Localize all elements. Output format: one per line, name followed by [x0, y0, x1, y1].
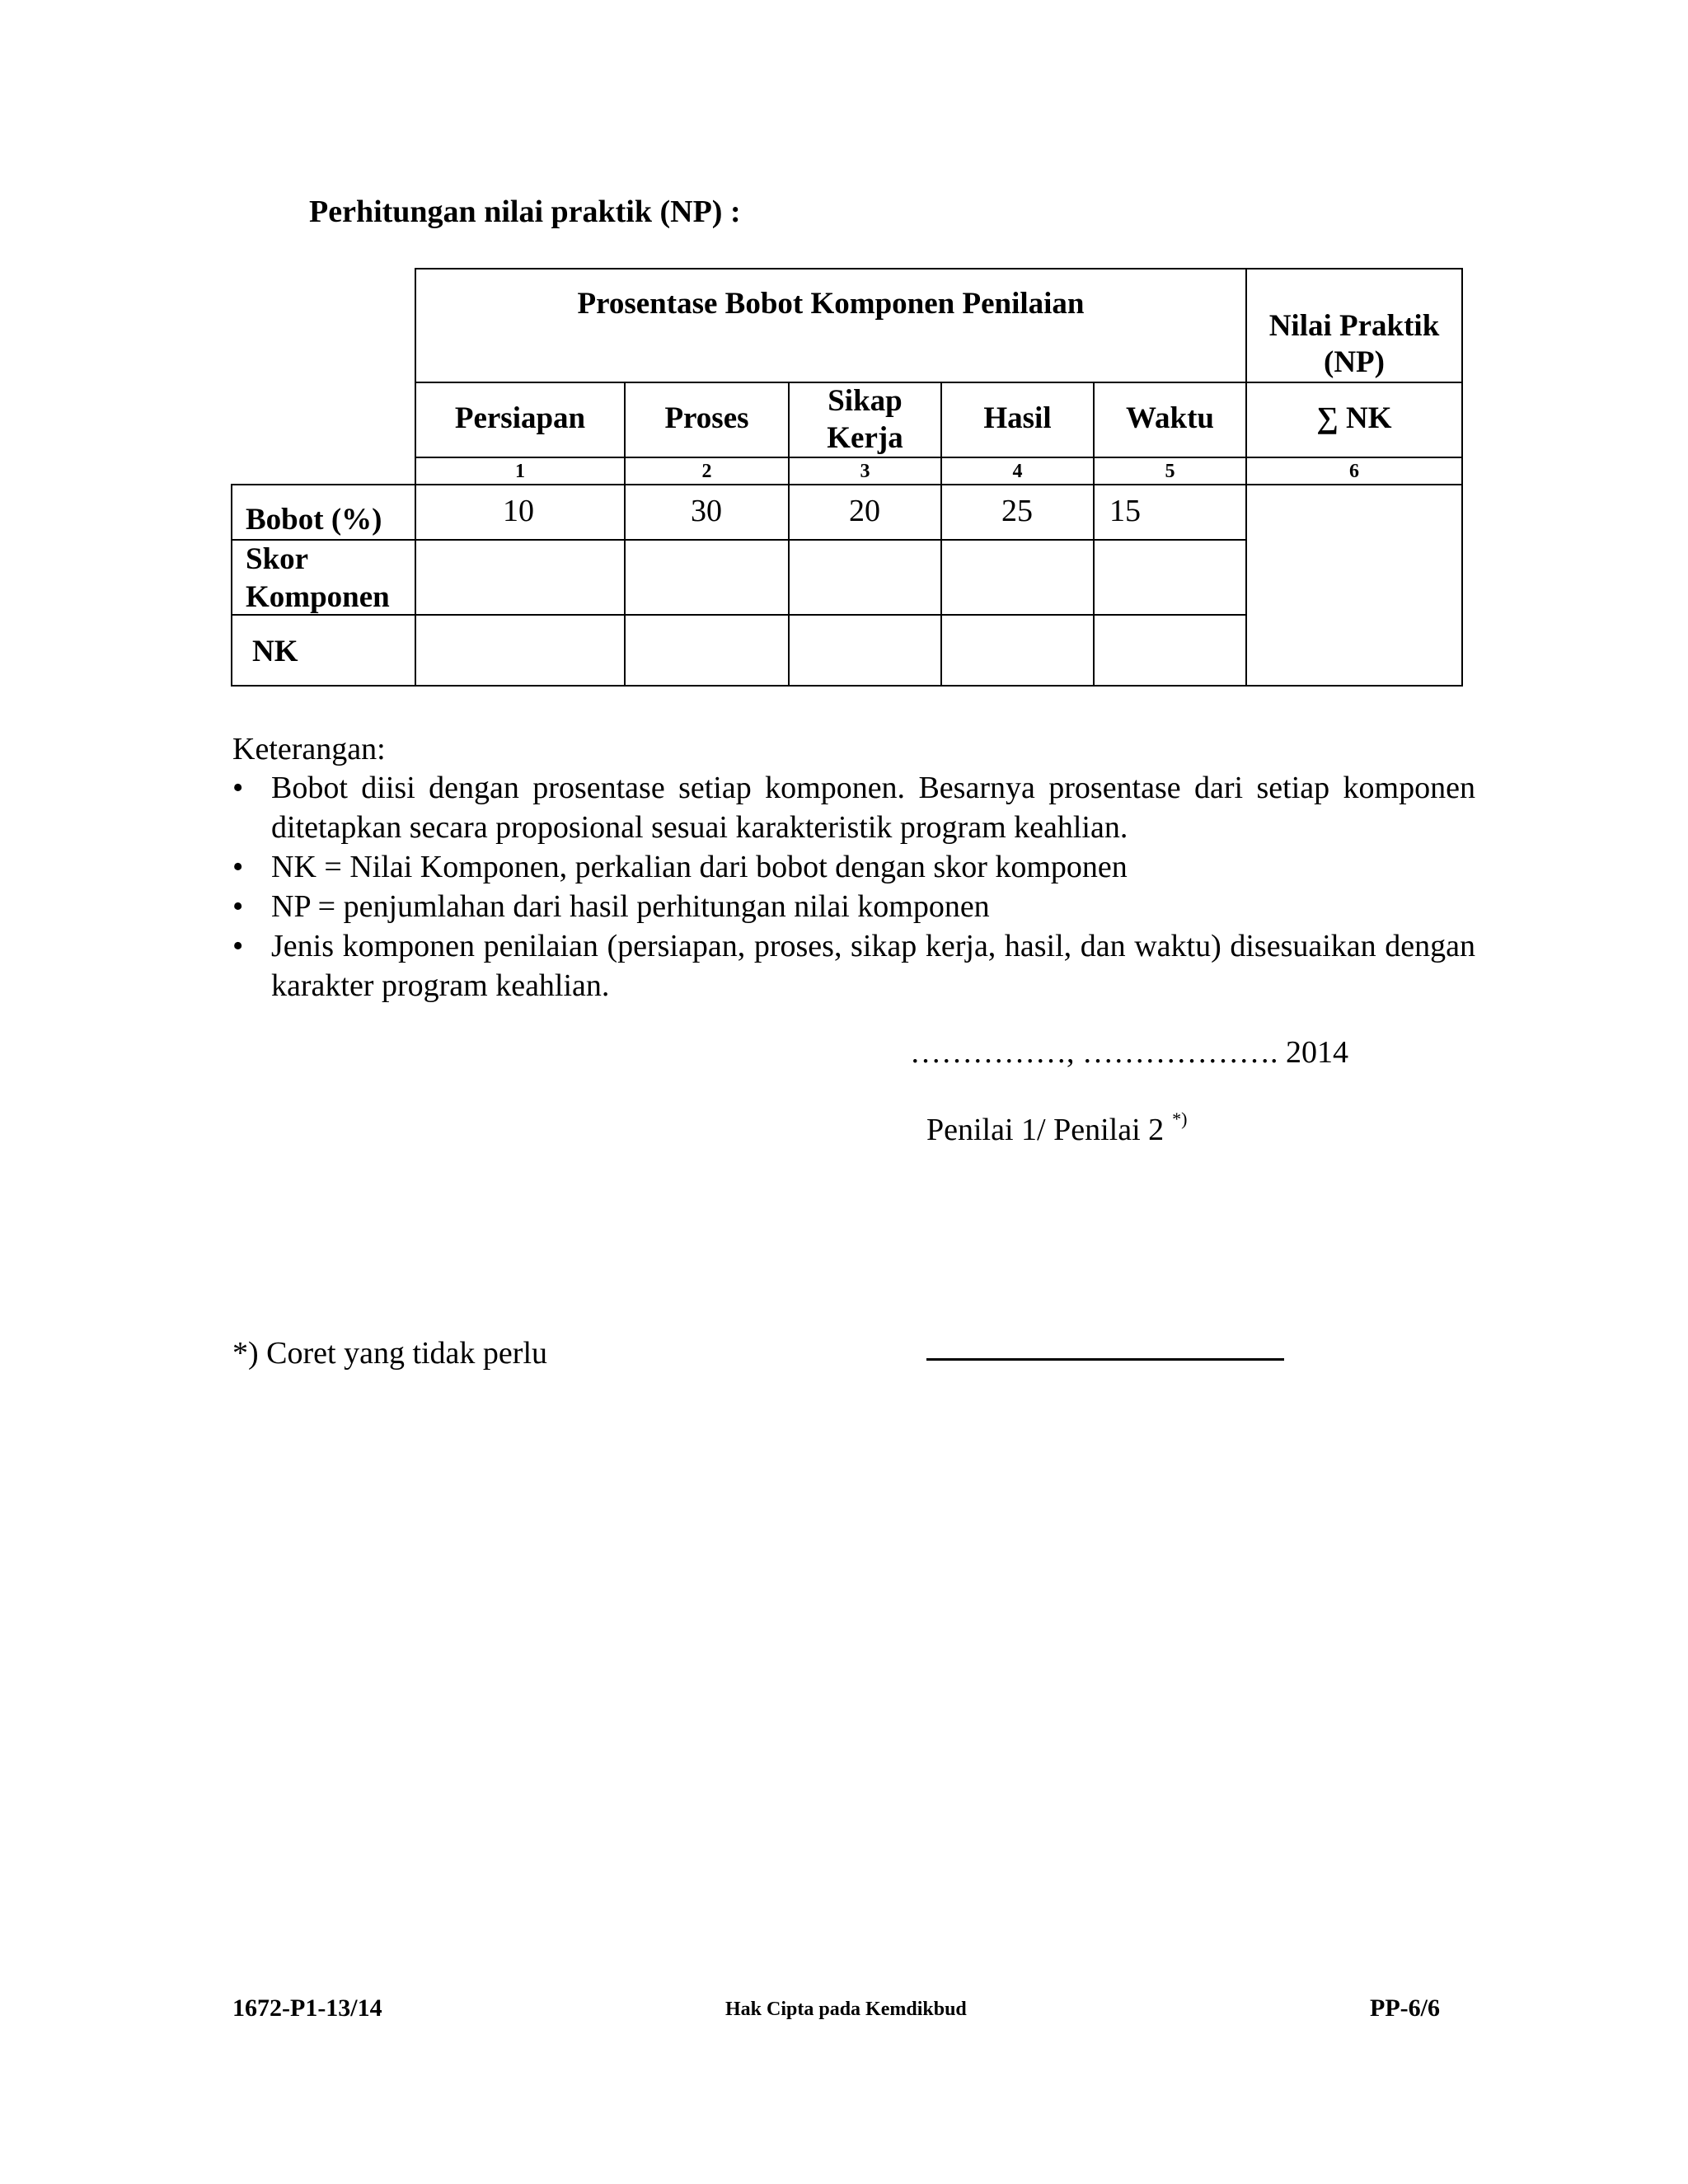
bullet-icon: •: [232, 889, 244, 924]
footer-page-number: PP-6/6: [1370, 1994, 1440, 2022]
col-header-sikap-line1: Sikap: [828, 384, 903, 418]
list-item: • NP = penjumlahan dari hasil perhitungan nilai komponen: [232, 887, 1475, 926]
date-line: ……………, ………………. 2014: [910, 1035, 1348, 1070]
group-header: Prosentase Bobot Komponen Penilaian: [577, 287, 1085, 321]
list-item: • Bobot diisi dengan prosentase setiap komponen. Besarnya prosentase dari setiap komponen ditetapkan secara proposional sesuai karakteristik program keahlian.: [232, 768, 1475, 847]
np-header-line1: Nilai Praktik: [1268, 309, 1440, 343]
col-header-proses: Proses: [664, 401, 749, 435]
row-label-skor-line1: Skor: [246, 542, 309, 576]
bobot-waktu: 15: [1109, 494, 1141, 528]
row-label-skor-line2: Komponen: [246, 580, 390, 614]
footer-doc-code: 1672-P1-13/14: [232, 1994, 382, 2022]
col-header-sum-nk: ∑ NK: [1316, 401, 1392, 435]
bullet-icon: •: [232, 850, 244, 884]
np-header-line2: (NP): [1324, 345, 1385, 379]
bobot-sikap-kerja: 20: [849, 494, 880, 528]
assessment-table: [0, 0, 1688, 742]
bobot-proses: 30: [691, 494, 722, 528]
section-title: Perhitungan nilai praktik (NP) :: [309, 194, 741, 229]
keterangan-title: Keterangan:: [232, 732, 386, 766]
col-num-1: 1: [515, 461, 525, 482]
notes-list: [232, 768, 1475, 1005]
row-label-bobot: Bobot (%): [246, 503, 382, 537]
col-num-3: 3: [860, 461, 870, 482]
list-item: • Jenis komponen penilaian (persiapan, proses, sikap kerja, hasil, dan waktu) disesuaikan dengan karakter program keahlian.: [232, 926, 1475, 1005]
col-num-6: 6: [1349, 461, 1359, 482]
col-header-hasil: Hasil: [983, 401, 1052, 435]
col-header-waktu: Waktu: [1126, 401, 1214, 435]
col-num-2: 2: [701, 461, 712, 482]
bobot-hasil: 25: [1001, 494, 1033, 528]
footnote: *) Coret yang tidak perlu: [232, 1336, 548, 1371]
bullet-icon: •: [232, 771, 244, 805]
row-label-nk: NK: [252, 635, 298, 668]
bullet-icon: •: [232, 929, 244, 963]
col-header-persiapan: Persiapan: [454, 401, 586, 435]
col-num-5: 5: [1165, 461, 1175, 482]
signature-line: [926, 1358, 1284, 1361]
col-header-sikap-line2: Kerja: [827, 421, 903, 455]
list-item: • NK = Nilai Komponen, perkalian dari bobot dengan skor komponen: [232, 847, 1475, 887]
bobot-persiapan: 10: [503, 494, 534, 528]
col-num-4: 4: [1012, 461, 1023, 482]
signer-mark: *): [1172, 1108, 1188, 1129]
footer-copyright: Hak Cipta pada Kemdikbud: [725, 1999, 967, 2020]
signer-label: Penilai 1/ Penilai 2 *): [926, 1108, 1188, 1147]
